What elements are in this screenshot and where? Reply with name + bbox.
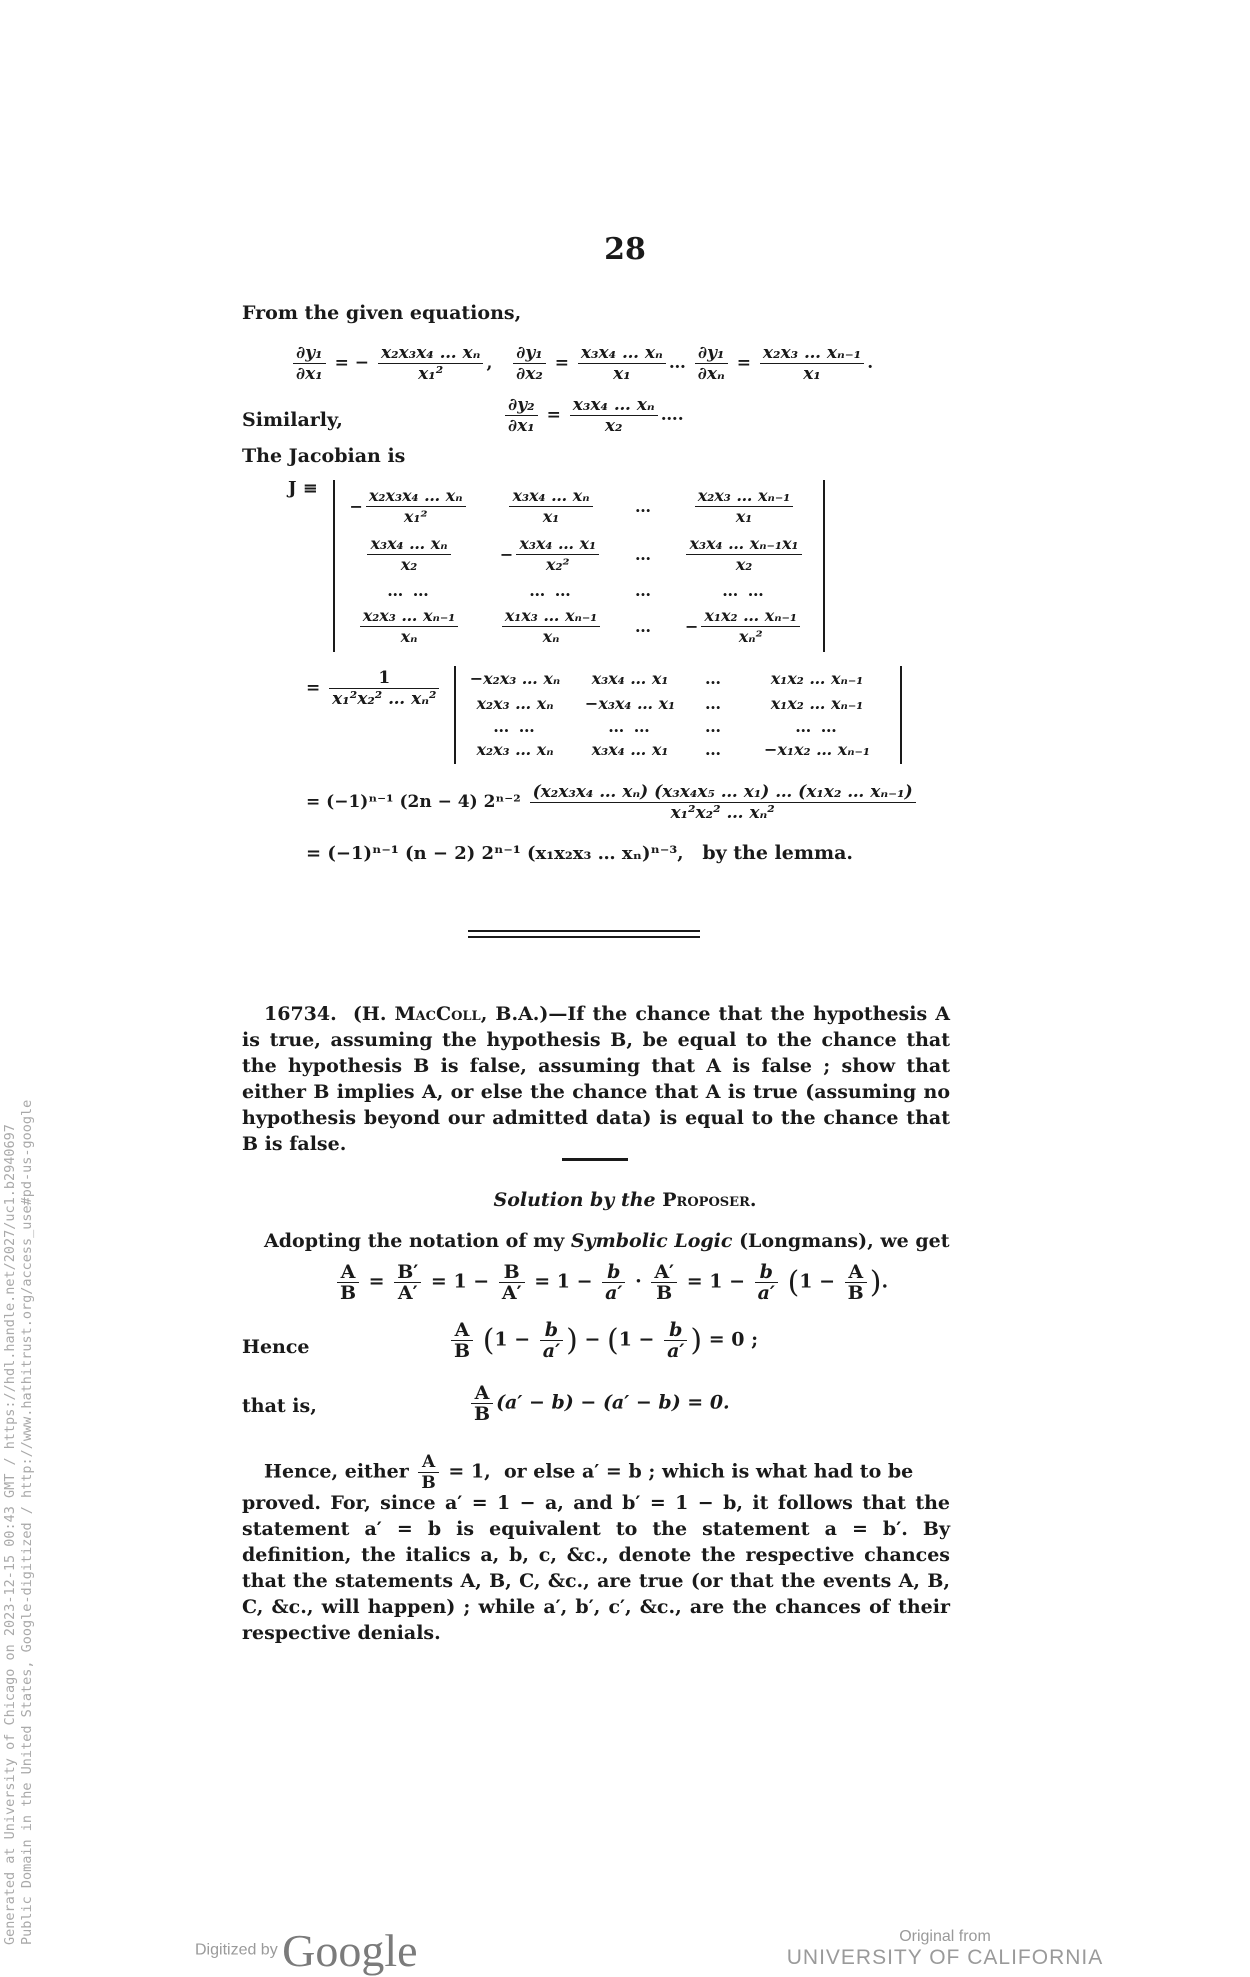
matrix-cell-den: x₁² [403, 506, 428, 526]
matrix-cell-den: xₙ² [738, 626, 763, 646]
matrix-cell-den: x₁ [735, 506, 753, 526]
partial-derivatives-line [290, 343, 873, 384]
hence-label: Hence [242, 1336, 310, 1358]
partial-2-sign: = [554, 353, 569, 373]
matrix-cell-sign: − [685, 616, 699, 636]
question-author: (H. MacColl, B.A.) [352, 1003, 549, 1025]
matrix-cell [692, 486, 797, 527]
matrix-cell-den: xₙ [542, 626, 560, 646]
partial-3-sign: = [736, 353, 751, 373]
reduced-matrix-cell: … … [608, 716, 652, 736]
similar-rhs-den: x₂ [604, 416, 623, 436]
reduced-matrix-cell: … [705, 740, 723, 759]
j-symbol: J ≡ [288, 478, 318, 499]
section-divider-bottom [468, 936, 700, 938]
matrix-cell-num: x₃x₄ … xₙ₋₁x₁ [686, 534, 801, 555]
step2-den: x₁²x₂² … xₙ² [332, 689, 437, 709]
matrix-cell-num: x₂x₃ … xₙ₋₁ [695, 486, 794, 507]
institution-name: UNIVERSITY OF CALIFORNIA [786, 1946, 1104, 1969]
main-equation: $\frac{A}{B}$ = $\frac{B'}{A'}$ = 1 − $\frac{B}{A'}$ = 1 − $\frac{b}{a'}$ · $\frac{A'}{B}$ = 1 − $\frac{b}{a'}$ (1 − $\frac{A}{B}$ ). [334, 1262, 888, 1303]
step4-expression [306, 842, 853, 864]
margin-note-line2: Public Domain in the United States, Google-digitized / http://www.hathitrust.org/access_use#pd-us-google [19, 1099, 35, 1945]
solution-intro-book: Symbolic Logic [570, 1230, 733, 1252]
matrix-cell-num: x₂x₃x₄ … xₙ [366, 486, 466, 507]
solution-intro [264, 1228, 950, 1254]
partial-1-sign: = − [334, 353, 370, 373]
original-from [780, 1928, 1110, 1970]
matrix-cell: … [635, 544, 653, 564]
matrix-cell-num: x₁x₃ … xₙ₋₁ [502, 606, 601, 627]
reduced-matrix-cell: x₁x₂ … xₙ₋₁ [770, 669, 864, 688]
reduced-matrix-cell: x₂x₃ … xₙ [476, 693, 554, 713]
matrix-cell: … [635, 616, 653, 636]
reduced-matrix-cell: … … [493, 716, 537, 736]
matrix-cell [357, 606, 462, 647]
margin-note-line1: Generated at University of Chicago on 2023-12-15 00:43 GMT / https://hdl.handle.net/2027/uc1.b2940697 [2, 1124, 18, 1945]
solution-heading-italic: Solution by the [493, 1189, 656, 1211]
solution-heading-proposer: Proposer. [662, 1189, 757, 1211]
solution-closing: proved. For, since a′ = 1 − a, and b′ = 1 − b, it follows that the statement a′ = b is equivalent to the statement a = b′. By definition, the italics a, b, c, &c., denote the respective chances that the statements A, B, C, &c., are true (or that the events A, B, C, &c., will happen) ; while a′, b′, c′, &c., are the chances of their respective denials. [242, 1492, 950, 1644]
jacobian-determinant [333, 480, 825, 652]
short-divider [562, 1158, 628, 1161]
partial-3-lhs-den: ∂xₙ [697, 364, 725, 384]
question-number: 16734. [264, 1003, 337, 1025]
matrix-cell: … [635, 496, 653, 516]
step3-den: x₁²x₂² … xₙ² [670, 803, 775, 823]
either-pre: Hence, either [264, 1460, 409, 1483]
thatis-equation-text: (a′ − b) − (a′ − b) = 0. [496, 1391, 730, 1414]
solution-heading [0, 1187, 1250, 1213]
reduced-matrix [456, 666, 900, 762]
reduced-determinant [454, 666, 902, 764]
reduced-matrix-cell: −x₁x₂ … xₙ₋₁ [764, 740, 870, 759]
thatis-label: that is, [242, 1395, 317, 1417]
matrix-cell: … [635, 580, 653, 600]
step3-num: (x₂x₃x₄ … xₙ) (x₃x₄x₅ … x₁) … (x₁x₂ … xₙ₋₁) [530, 782, 916, 803]
similar-rhs-num: x₃x₄ … xₙ [570, 395, 658, 416]
either-post: or else a′ = b ; which is what had to be [503, 1460, 914, 1483]
reduced-matrix-cell: −x₃x₄ … x₁ [584, 693, 676, 713]
original-from-label: Original from [899, 1928, 991, 1945]
matrix-cell-den: x₁ [542, 506, 560, 526]
step3-lead: = (−1)ⁿ⁻¹ (2n − 4) 2ⁿ⁻² [306, 792, 521, 812]
reduced-matrix-cell: x₃x₄ … x₁ [591, 740, 669, 759]
page-number: 28 [604, 232, 646, 267]
reduced-matrix-cell: x₁x₂ … xₙ₋₁ [770, 693, 864, 713]
jacobian-matrix [335, 480, 823, 650]
matrix-cell-den: x₂ [400, 554, 418, 574]
either-eq: = 1, [448, 1460, 491, 1483]
thatis-equation: $\frac{A}{B}$ (a′ − b) − (a′ − b) = 0. [468, 1383, 730, 1424]
partial-3-rhs-num: x₂x₃ … xₙ₋₁ [760, 343, 864, 364]
question-text: —If the chance that the hypothesis A is true, assuming the hypothesis B, be equal to the chance that the hypothesis B is false, assuming that A is false ; show that either B implies A, or else the chance that A is true (assuming no hypothesis beyond our admitted data) is equal to the chance that B is false. [242, 1003, 950, 1155]
partial-1-rhs-num: x₂x₃x₄ … xₙ [378, 343, 484, 364]
matrix-cell [364, 534, 453, 575]
matrix-cell [683, 534, 804, 575]
reduced-matrix-cell: x₃x₄ … x₁ [591, 669, 669, 688]
matrix-cell: … … [722, 580, 766, 600]
similar-sign: = [546, 405, 561, 425]
step4-expr: = (−1)ⁿ⁻¹ (n − 2) 2ⁿ⁻¹ (x₁x₂x₃ … xₙ)ⁿ⁻³, [306, 843, 684, 864]
reduced-matrix-cell: … [705, 716, 723, 736]
matrix-cell-num: x₂x₃ … xₙ₋₁ [360, 606, 459, 627]
step2-num: 1 [329, 668, 439, 689]
reduced-matrix-cell: … [705, 669, 723, 688]
similar-lhs-num: ∂y₂ [505, 395, 538, 416]
google-logo: Google [282, 1925, 418, 1976]
step2-factor [306, 668, 442, 709]
step2-lead: = [306, 678, 321, 698]
partial-3-rhs-den: x₁ [803, 364, 821, 384]
reduced-matrix-cell: … … [795, 716, 839, 736]
matrix-cell-num: x₃x₄ … xₙ [367, 534, 450, 555]
matrix-cell: … … [529, 580, 573, 600]
partial-1-lhs-den: ∂x₁ [296, 364, 323, 384]
partial-2-sep: … [668, 353, 686, 373]
matrix-cell-num: x₁x₂ … xₙ₋₁ [701, 606, 800, 627]
partial-1-sep: , [486, 353, 493, 373]
matrix-cell-den: x₂ [735, 554, 753, 574]
digitized-by-google [195, 1924, 418, 1977]
reduced-matrix-cell: x₂x₃ … xₙ [476, 740, 554, 759]
partial-1-rhs-den: x₁² [418, 364, 444, 384]
matrix-cell-num: x₃x₄ … xₙ [509, 486, 592, 507]
matrix-cell: … … [387, 580, 431, 600]
either-line: Hence, either $\frac{A}{B}$ = 1, or else a′ = b ; which is what had to be [264, 1452, 914, 1493]
partial-3-sep: . [867, 353, 874, 373]
reduced-matrix-cell: … [705, 693, 723, 713]
partial-2-lhs-den: ∂x₂ [516, 364, 543, 384]
hence-equation: $\frac{A}{B}$ (1 − $\frac{b}{a'}$ ) − (1 − $\frac{b}{a'}$ ) = 0 ; [448, 1320, 758, 1361]
partial-2-lhs-num: ∂y₁ [513, 343, 546, 364]
solution-intro-pre: Adopting the notation of my [264, 1230, 565, 1252]
jacobian-label: The Jacobian is [242, 445, 406, 467]
matrix-cell [349, 486, 468, 527]
partial-3-lhs-num: ∂y₁ [695, 343, 728, 364]
question-paragraph [242, 1001, 950, 1157]
matrix-cell [499, 606, 604, 647]
intro-text: From the given equations, [242, 302, 522, 324]
matrix-cell-num: x₃x₄ … x₁ [516, 534, 599, 555]
matrix-cell [500, 534, 602, 575]
similarly-label: Similarly, [242, 409, 343, 431]
partial-1-lhs-num: ∂y₁ [293, 343, 326, 364]
solution-intro-post: (Longmans), we get [739, 1230, 950, 1252]
step3-expression [306, 782, 919, 823]
digitized-by-label: Digitized by [195, 1941, 278, 1959]
section-divider-top [468, 930, 700, 932]
similar-equation [502, 395, 684, 436]
similar-tail: …. [660, 405, 684, 425]
step4-note: by the lemma. [702, 842, 854, 864]
matrix-cell-sign: − [499, 544, 514, 564]
partial-2-rhs-den: x₁ [613, 364, 631, 384]
partial-2-rhs-num: x₃x₄ … xₙ [578, 343, 666, 364]
matrix-cell-den: x₂² [545, 554, 570, 574]
matrix-cell [685, 606, 803, 647]
matrix-cell-den: xₙ [400, 626, 418, 646]
similar-lhs-den: ∂x₁ [508, 416, 535, 436]
reduced-matrix-cell: −x₂x₃ … xₙ [469, 669, 561, 688]
matrix-cell [506, 486, 595, 527]
hence-equation-tail: = 0 ; [708, 1328, 759, 1351]
matrix-cell-sign: − [349, 496, 363, 516]
